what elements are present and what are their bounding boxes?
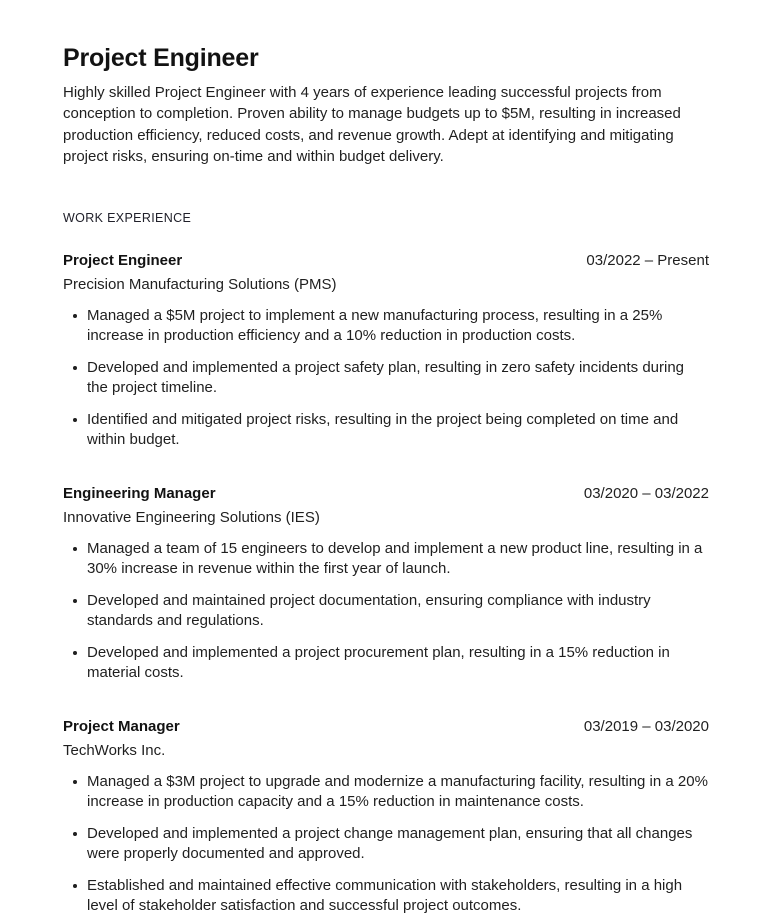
- achievement-text: Developed and implemented a project safety plan, resulting in zero safety incidents during the project timeline.: [87, 358, 685, 397]
- section-heading-work-experience: WORK EXPERIENCE: [63, 210, 192, 225]
- achievement-text: Managed a team of 15 engineers to develop and implement a new product line, resulting in a 30% increase in revenue within the first year of launch.: [87, 539, 703, 578]
- achievement-text: Developed and implemented a project procurement plan, resulting in a 15% reduction in material costs.: [87, 643, 670, 682]
- list-item: [63, 772, 709, 813]
- bullet-dot-icon: [73, 418, 77, 422]
- company-name: TechWorks Inc.: [63, 741, 166, 759]
- achievement-text: Developed and maintained project documentation, ensuring compliance with industry standards and regulations.: [87, 591, 651, 630]
- bullet-dot-icon: [73, 547, 77, 551]
- list-item: [63, 410, 709, 451]
- experience-entry-header: [63, 717, 709, 737]
- achievement-list: [63, 539, 709, 684]
- list-item: [63, 539, 709, 580]
- list-item: [63, 643, 709, 684]
- experience-entry: [63, 251, 709, 451]
- achievement-text: Identified and mitigated project risks, resulting in the project being completed on time and within budget.: [87, 410, 679, 449]
- bullet-dot-icon: [73, 366, 77, 370]
- job-dates: 03/2022 – Present: [586, 251, 709, 269]
- achievement-list: [63, 772, 709, 917]
- experience-entry: [63, 484, 709, 684]
- bullet-dot-icon: [73, 780, 77, 784]
- work-experience-section: [63, 211, 709, 917]
- achievement-text: Established and maintained effective communication with stakeholders, resulting in a high level of stakeholder satisfaction and successful project outcomes.: [87, 876, 683, 915]
- job-title: Project Engineer: [63, 251, 183, 269]
- list-item: [63, 876, 709, 917]
- experience-entry: [63, 717, 709, 917]
- company-name: Innovative Engineering Solutions (IES): [63, 508, 320, 526]
- company-name: Precision Manufacturing Solutions (PMS): [63, 275, 337, 293]
- list-item: [63, 358, 709, 399]
- job-dates: 03/2019 – 03/2020: [583, 717, 709, 735]
- list-item: [63, 591, 709, 632]
- page-title: Project Engineer: [63, 44, 259, 72]
- list-item: [63, 824, 709, 865]
- achievement-list: [63, 306, 709, 451]
- job-title: Project Manager: [63, 717, 180, 735]
- achievement-text: Developed and implemented a project change management plan, ensuring that all changes were properly documented and approved.: [87, 824, 693, 863]
- achievement-text: Managed a $3M project to upgrade and modernize a manufacturing facility, resulting in a 20% increase in production capacity and a 15% reduction in maintenance costs.: [87, 772, 708, 811]
- experience-entry-header: [63, 484, 709, 504]
- bullet-dot-icon: [73, 651, 77, 655]
- professional-summary: Highly skilled Project Engineer with 4 years of experience leading successful projects from conception to completion. Proven ability to manage budgets up to $5M, resulting in increased production efficiency, reduced costs, and revenue growth. Adept at identifying and mitigating project risks, ensuring on-time and within budget delivery.: [63, 83, 681, 166]
- bullet-dot-icon: [73, 884, 77, 888]
- achievement-text: Managed a $5M project to implement a new manufacturing process, resulting in a 25% increase in production efficiency and a 10% reduction in production costs.: [87, 306, 663, 345]
- list-item: [63, 306, 709, 347]
- bullet-dot-icon: [73, 832, 77, 836]
- bullet-dot-icon: [73, 314, 77, 318]
- job-dates: 03/2020 – 03/2022: [583, 484, 709, 502]
- experience-entry-header: [63, 251, 709, 271]
- job-title: Engineering Manager: [63, 484, 216, 502]
- bullet-dot-icon: [73, 599, 77, 603]
